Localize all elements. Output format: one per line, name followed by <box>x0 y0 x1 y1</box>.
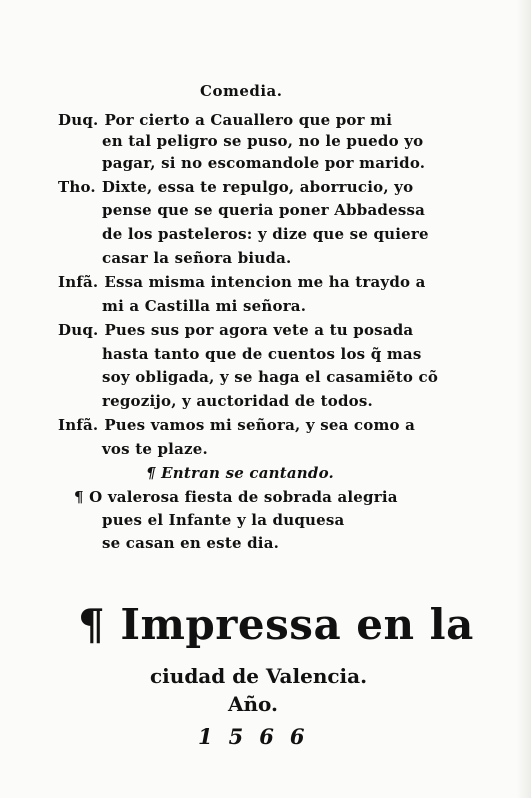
line-text: Dixte, essa te repulgo, aborrucio, yo <box>101 178 414 196</box>
dialogue-line <box>102 227 429 242</box>
page-header: Comedia. <box>200 82 283 100</box>
dialogue-line <box>58 323 413 338</box>
colophon-title: ¶ Impressa en la <box>78 600 474 649</box>
line-text: Pues vamos mi señora, y sea como a <box>104 416 416 434</box>
line-text: Pues sus por agora vete a tu posada <box>104 321 414 339</box>
song-line: pues el Infante y la duquesa <box>102 511 345 529</box>
line-text: Essa misma intencion me ha traydo a <box>104 273 426 291</box>
line-text: vos te plaze. <box>102 440 208 458</box>
page-edge-shadow <box>517 0 531 798</box>
colophon-year-label: Año. <box>228 692 279 716</box>
speaker-label: Duq. <box>58 321 99 339</box>
colophon-city: ciudad de Valencia. <box>150 664 368 688</box>
line-text: casar la señora biuda. <box>102 249 292 267</box>
speaker-label: Infã. <box>58 273 99 291</box>
dialogue-line <box>102 394 373 409</box>
dialogue-line <box>102 251 291 266</box>
dialogue-line <box>102 370 438 385</box>
dialogue-line <box>58 275 426 290</box>
dialogue-line <box>102 299 306 314</box>
colophon-year: 1566 <box>198 724 321 749</box>
line-text: mi a Castilla mi señora. <box>102 297 307 315</box>
dialogue-line <box>102 134 423 149</box>
dialogue-line <box>58 180 413 195</box>
dialogue-line <box>102 347 421 362</box>
dialogue-line <box>102 203 425 218</box>
speaker-label: Tho. <box>58 178 96 196</box>
dialogue-line <box>58 113 392 128</box>
speaker-label: Duq. <box>58 111 99 129</box>
line-text: de los pasteleros: y dize que se quiere <box>102 225 429 243</box>
speaker-label: Infã. <box>58 416 99 434</box>
line-text: soy obligada, y se haga el casamiẽto cõ <box>102 368 439 386</box>
line-text: Por cierto a Cauallero que por mi <box>104 111 393 129</box>
line-text: regozijo, y auctoridad de todos. <box>102 392 373 410</box>
line-text: pagar, si no escomandole por marido. <box>102 154 426 172</box>
dialogue-line <box>102 156 425 171</box>
line-text: hasta tanto que de cuentos los q̃ mas <box>102 345 422 363</box>
line-text: en tal peligro se puso, no le puedo yo <box>102 132 424 150</box>
dialogue-line <box>58 418 415 433</box>
dialogue-line <box>102 442 208 457</box>
stage-direction: ¶ Entran se cantando. <box>146 464 334 482</box>
song-line: se casan en este dia. <box>102 534 280 552</box>
line-text: pense que se queria poner Abbadessa <box>102 201 426 219</box>
song-line: ¶ O valerosa fiesta de sobrada alegria <box>74 488 398 506</box>
